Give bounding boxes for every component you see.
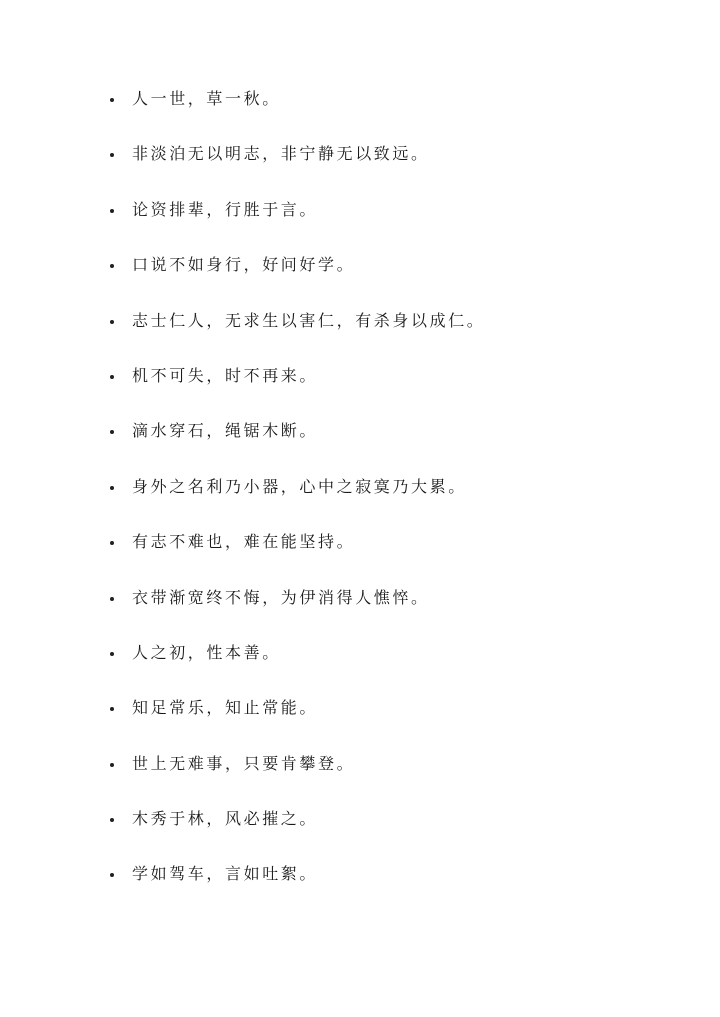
list-item [0,470,720,525]
list-item [0,636,720,691]
list-item [0,248,720,303]
list-item [0,581,720,636]
list-item [0,857,720,912]
bullet-icon [110,209,114,213]
bullet-icon [110,375,114,379]
list-item [0,359,720,414]
list-item-text: 知足常乐，知止常能。 [132,698,319,718]
bullet-icon [110,541,114,545]
bullet-icon [110,873,114,877]
list-item [0,747,720,802]
list-item-text: 身外之名利乃小器，心中之寂寞乃大累。 [132,476,467,496]
bullet-icon [110,264,114,268]
list-item [0,802,720,857]
list-item-text: 有志不难也，难在能坚持。 [132,532,356,552]
bullet-icon [110,153,114,157]
bullet-icon [110,818,114,822]
list-item-text: 学如驾车，言如吐絮。 [132,864,319,884]
bullet-icon [110,597,114,601]
list-item [0,691,720,746]
list-item-text: 非淡泊无以明志，非宁静无以致远。 [132,144,430,164]
list-item [0,193,720,248]
list-item [0,525,720,580]
bullet-icon [110,652,114,656]
list-item [0,137,720,192]
list-item [0,304,720,359]
list-item-text: 论资排辈，行胜于言。 [132,199,319,219]
list-item-text: 志士仁人，无求生以害仁，有杀身以成仁。 [132,310,486,330]
bullet-icon [110,320,114,324]
quote-list [0,82,720,913]
list-item-text: 滴水穿石，绳锯木断。 [132,421,319,441]
list-item-text: 木秀于林，风必摧之。 [132,809,319,829]
bullet-icon [110,763,114,767]
bullet-icon [110,707,114,711]
list-item-text: 机不可失，时不再来。 [132,365,319,385]
list-item-text: 人之初，性本善。 [132,642,281,662]
list-item-text: 世上无难事，只要肯攀登。 [132,753,356,773]
list-item-text: 衣带渐宽终不悔，为伊消得人憔悴。 [132,587,430,607]
list-item [0,414,720,469]
list-item [0,82,720,137]
bullet-icon [110,486,114,490]
list-item-text: 人一世，草一秋。 [132,89,281,108]
list-item-text: 口说不如身行，好问好学。 [132,255,356,275]
bullet-icon [110,98,114,102]
bullet-icon [110,430,114,434]
